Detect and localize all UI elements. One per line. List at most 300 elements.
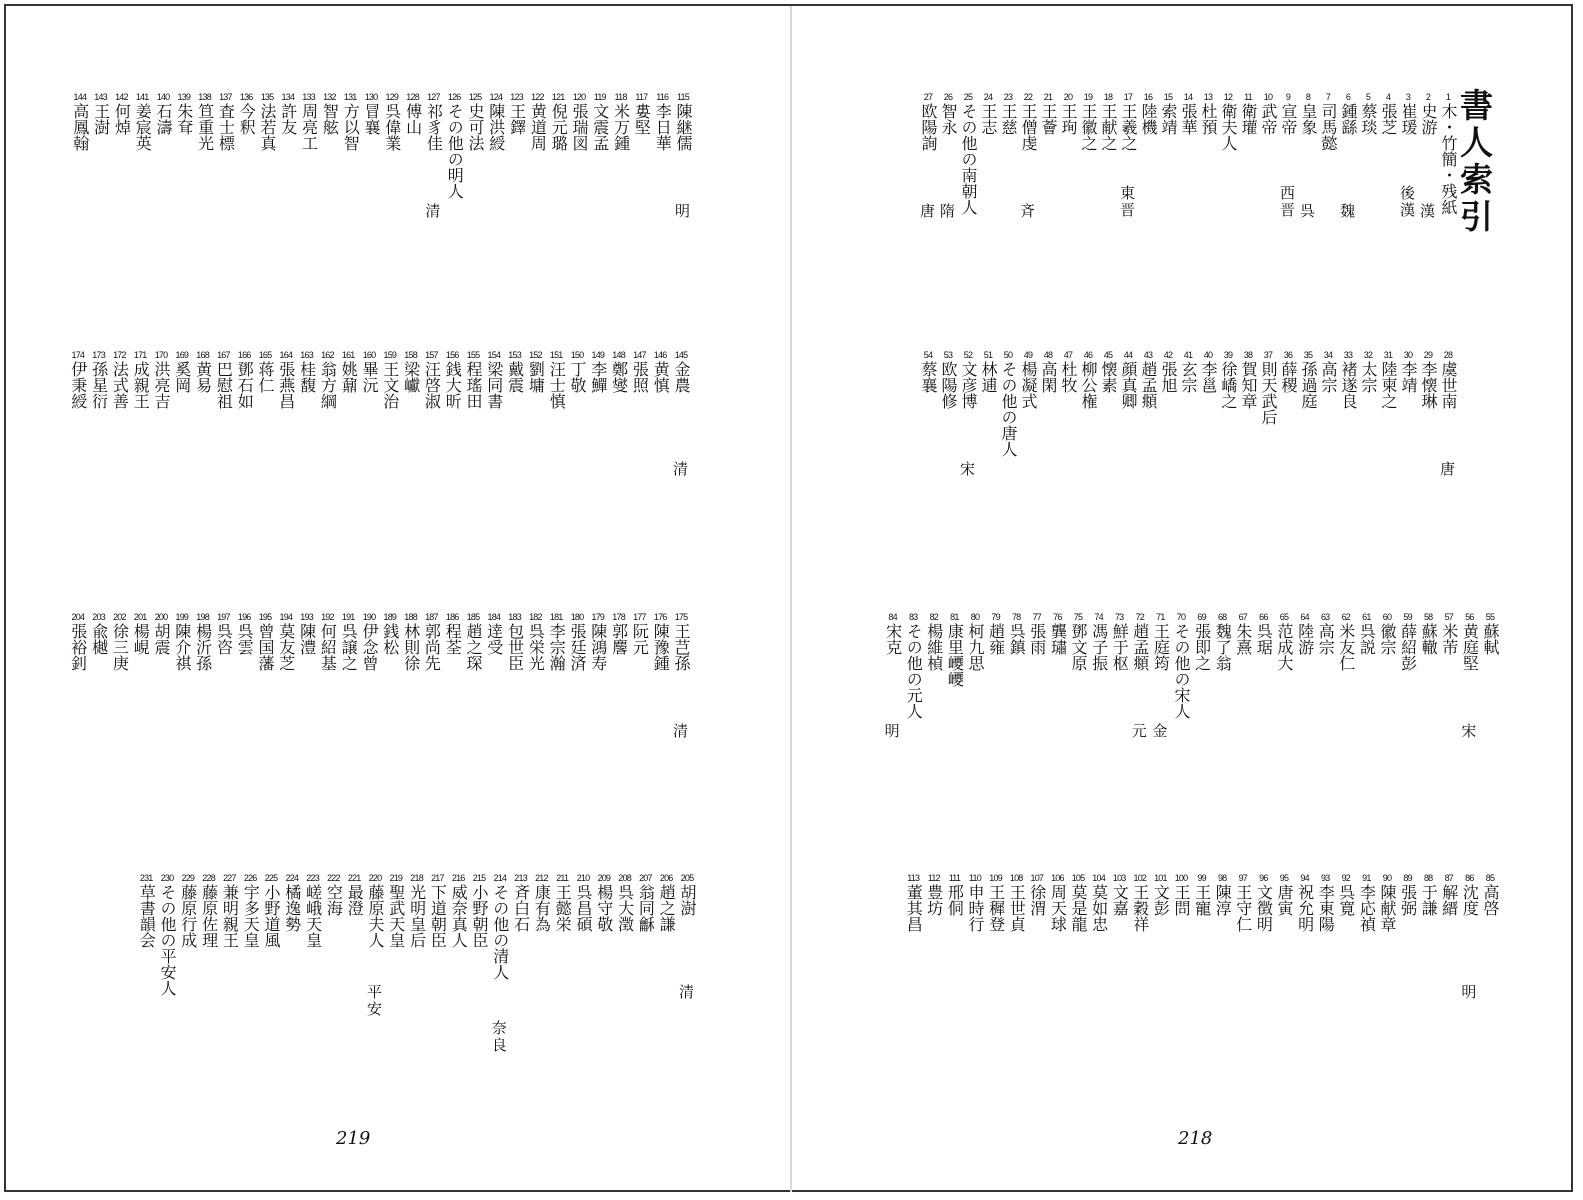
era-label: 唐 — [1438, 461, 1456, 478]
index-entry — [939, 92, 957, 135]
entry-number: 140 — [156, 92, 170, 102]
entry-number: 94 — [1300, 873, 1309, 883]
entry-name: 李東陽 — [1316, 884, 1336, 932]
entry-number: 183 — [508, 612, 521, 622]
entry-name: 蒋仁 — [256, 361, 275, 393]
index-entry — [152, 612, 170, 655]
entry-name: 豊坊 — [924, 884, 944, 916]
entry-name: 鄧文原 — [1069, 623, 1088, 671]
index-entry — [1316, 612, 1334, 655]
entry-name: 王徽之 — [1079, 103, 1098, 151]
entry-name: 楊維楨 — [924, 623, 944, 671]
entry-name: 莫是龍 — [1069, 884, 1088, 932]
index-entry — [1099, 92, 1117, 151]
entry-name: 倪元璐 — [549, 103, 569, 151]
entry-number: 115 — [677, 92, 689, 102]
index-entry — [133, 92, 151, 151]
entry-name: 張廷済 — [568, 623, 587, 671]
entry-number: 27 — [923, 92, 933, 102]
entry-number: 161 — [341, 350, 355, 360]
entry-number: 26 — [943, 92, 953, 102]
index-entry — [175, 92, 193, 135]
entry-number: 143 — [94, 92, 107, 102]
entry-name: 孫星衍 — [89, 361, 109, 409]
entry-name: 陳介祺 — [172, 623, 192, 671]
entry-name: 草書韻会 — [137, 884, 157, 948]
era-label: 西晋 — [1278, 185, 1296, 219]
entry-number: 109 — [989, 873, 1002, 883]
entry-number: 64 — [1300, 612, 1309, 622]
entry-name: 呉説 — [1357, 623, 1377, 655]
entry-name: 邢侗 — [945, 884, 965, 916]
entry-name: 翁同龢 — [636, 884, 656, 932]
entry-name: 智永 — [939, 103, 958, 135]
entry-number: 130 — [364, 92, 378, 102]
index-entry — [1339, 350, 1357, 409]
index-entry — [1359, 350, 1377, 393]
entry-number: 20 — [1063, 92, 1073, 102]
entry-number: 84 — [888, 612, 897, 622]
entry-name: 林逋 — [979, 361, 998, 393]
index-entry — [1357, 873, 1375, 932]
index-entry — [884, 612, 902, 655]
entry-name: 楊凝式 — [1019, 361, 1038, 409]
entry-name: 文震孟 — [590, 103, 610, 151]
index-entry — [1090, 612, 1108, 671]
index-entry — [1234, 612, 1252, 655]
index-entry — [547, 612, 565, 671]
entry-name: 宇多天皇 — [241, 884, 261, 948]
entry-name: 呉栄光 — [526, 623, 546, 671]
entry-name: 李懐琳 — [1419, 361, 1438, 409]
entry-number: 137 — [219, 92, 232, 102]
entry-number: 18 — [1103, 92, 1113, 102]
index-entry — [318, 612, 336, 671]
entry-name: 史游 — [1419, 103, 1438, 135]
index-entry — [256, 350, 274, 393]
entry-name: 太宗 — [1359, 361, 1378, 393]
entry-number: 119 — [593, 92, 606, 102]
entry-number: 97 — [1238, 873, 1247, 883]
entry-number: 162 — [321, 350, 334, 360]
entry-name: その他の南朝人 — [959, 103, 978, 215]
index-entry — [241, 873, 259, 948]
entry-number: 171 — [133, 350, 147, 360]
index-entry — [154, 92, 172, 135]
index-entry — [1059, 350, 1077, 393]
entry-number: 210 — [576, 873, 590, 883]
entry-number: 81 — [950, 612, 959, 622]
entry-number: 145 — [674, 350, 688, 360]
index-entry — [235, 350, 253, 409]
index-entry — [381, 612, 399, 655]
index-entry — [1378, 873, 1396, 932]
entry-number: 89 — [1403, 873, 1412, 883]
entry-number: 47 — [1063, 350, 1073, 360]
entry-number: 90 — [1382, 873, 1392, 883]
entry-name: 空海 — [324, 884, 344, 916]
entry-number: 222 — [327, 873, 340, 883]
index-entry — [341, 92, 359, 151]
index-entry — [196, 92, 214, 151]
index-entry — [589, 612, 607, 671]
entry-number: 213 — [514, 873, 527, 883]
entry-number: 42 — [1163, 350, 1173, 360]
entry-number: 131 — [343, 92, 357, 102]
entry-name: 陳豫鍾 — [651, 623, 671, 671]
entry-name: 王澍 — [91, 103, 111, 135]
index-entry — [1357, 612, 1375, 655]
entry-name: 劉墉 — [526, 361, 546, 393]
index-entry — [1193, 612, 1211, 671]
entry-name: その他の宋人 — [1172, 623, 1191, 719]
index-entry — [526, 612, 544, 671]
index-entry — [69, 350, 87, 409]
index-entry — [298, 350, 316, 393]
index-entry — [1379, 350, 1397, 409]
entry-name: 徽宗 — [1378, 623, 1397, 655]
index-entry — [445, 92, 463, 199]
entry-name: 文彦博 — [959, 361, 978, 409]
entry-number: 118 — [614, 92, 627, 102]
index-entry — [632, 92, 650, 135]
entry-number: 177 — [633, 612, 646, 622]
entry-name: 奚岡 — [172, 361, 192, 393]
entry-number: 93 — [1320, 873, 1330, 883]
entry-number: 95 — [1279, 873, 1289, 883]
entry-number: 67 — [1238, 612, 1247, 622]
era-label: 呉 — [1298, 203, 1316, 220]
index-entry — [485, 612, 503, 655]
entry-name: 高閑 — [1039, 361, 1058, 393]
era-label: 明 — [1459, 984, 1478, 1001]
index-entry — [491, 873, 509, 980]
index-entry — [214, 350, 232, 409]
index-entry — [1213, 612, 1231, 671]
index-entry — [987, 612, 1005, 655]
entry-name: 何焯 — [112, 103, 132, 135]
entry-number: 200 — [154, 612, 168, 622]
entry-number: 104 — [1092, 873, 1105, 883]
entry-number: 142 — [115, 92, 128, 102]
entry-name: 郭麐 — [609, 623, 629, 655]
index-entry — [1319, 350, 1337, 393]
entry-number: 88 — [1423, 873, 1433, 883]
index-entry — [1259, 92, 1277, 135]
index-entry — [258, 92, 276, 151]
index-entry — [589, 350, 607, 393]
entry-number: 138 — [198, 92, 211, 102]
index-entry — [939, 350, 957, 409]
index-entry — [428, 873, 446, 948]
era-label: 金 — [1150, 723, 1169, 740]
index-entry — [1099, 350, 1117, 393]
index-entry — [1199, 350, 1217, 393]
entry-number: 160 — [362, 350, 376, 360]
index-entry — [1279, 92, 1297, 135]
entry-number: 24 — [983, 92, 993, 102]
index-entry — [158, 873, 176, 996]
index-entry — [387, 873, 405, 948]
entry-name: 兪樾 — [89, 623, 109, 655]
index-entry — [591, 92, 609, 151]
entry-name: 虞世南 — [1439, 361, 1458, 409]
entry-number: 180 — [570, 612, 584, 622]
entry-number: 127 — [427, 92, 440, 102]
index-entry — [1275, 612, 1293, 671]
entry-number: 32 — [1363, 350, 1373, 360]
entry-number: 179 — [591, 612, 605, 622]
entry-name: 黄易 — [193, 361, 213, 393]
entry-number: 19 — [1083, 92, 1093, 102]
entry-name: 莫友芝 — [276, 623, 296, 671]
entry-number: 16 — [1143, 92, 1153, 102]
entry-name: 米芾 — [1439, 623, 1459, 655]
entry-name: 法式善 — [110, 361, 130, 409]
entry-name: 康有為 — [532, 884, 552, 932]
entry-number: 227 — [223, 873, 236, 883]
entry-number: 231 — [139, 873, 153, 883]
entry-name: 藤原佐理 — [199, 884, 219, 948]
index-entry — [1239, 92, 1257, 135]
index-entry — [214, 612, 232, 655]
index-entry — [173, 350, 191, 393]
entry-number: 77 — [1032, 612, 1041, 622]
index-entry — [1378, 612, 1396, 655]
entry-number: 129 — [385, 92, 399, 102]
page-218 — [792, 0, 1583, 1200]
index-entry — [137, 873, 155, 948]
entry-number: 10 — [1263, 92, 1273, 102]
index-entry — [1440, 873, 1458, 916]
index-entry — [464, 350, 482, 409]
index-entry — [1139, 92, 1157, 135]
entry-number: 41 — [1183, 350, 1193, 360]
entry-number: 99 — [1197, 873, 1206, 883]
entry-name: 朱熹 — [1233, 623, 1253, 655]
index-entry — [443, 612, 461, 655]
index-entry — [959, 92, 977, 215]
index-entry — [339, 350, 357, 393]
entry-name: 高宗 — [1319, 361, 1338, 393]
entry-name: 橘逸勢 — [282, 884, 302, 932]
entry-number: 12 — [1223, 92, 1233, 102]
index-entry — [443, 350, 461, 409]
index-entry — [173, 612, 191, 671]
entry-name: 銭松 — [380, 623, 400, 655]
entry-number: 221 — [347, 873, 361, 883]
entry-name: 張芝 — [1379, 103, 1398, 135]
entry-name: 衛瓘 — [1239, 103, 1258, 135]
entry-number: 35 — [1303, 350, 1313, 360]
index-entry — [1199, 92, 1217, 135]
entry-number: 202 — [113, 612, 126, 622]
entry-name: 蘇軾 — [1481, 623, 1500, 655]
entry-name: 汪啓淑 — [422, 361, 442, 409]
entry-number: 36 — [1283, 350, 1293, 360]
entry-name: 王世貞 — [1007, 884, 1027, 932]
entry-name: 呉偉業 — [382, 103, 402, 151]
index-entry — [404, 92, 422, 135]
entry-number: 190 — [362, 612, 376, 622]
entry-name: 鍾繇 — [1339, 103, 1358, 135]
entry-name: 王羲之 — [1119, 103, 1138, 151]
entry-name: 褚遂良 — [1339, 361, 1358, 409]
entry-name: 査士標 — [216, 103, 236, 151]
entry-number: 194 — [279, 612, 293, 622]
index-entry — [1028, 873, 1046, 916]
entry-name: 王問 — [1172, 884, 1191, 916]
index-entry — [1399, 873, 1417, 916]
index-entry — [1399, 92, 1417, 135]
entry-number: 123 — [510, 92, 523, 102]
index-entry — [422, 350, 440, 409]
entry-number: 80 — [970, 612, 980, 622]
entry-name: 智舷 — [320, 103, 340, 135]
index-entry — [1039, 92, 1057, 135]
entry-name: 張照 — [630, 361, 650, 393]
era-label: 斉 — [1018, 203, 1036, 220]
entry-name: 索靖 — [1159, 103, 1178, 135]
entry-name: 小野道風 — [262, 884, 281, 948]
entry-number: 157 — [425, 350, 438, 360]
era-label: 宋 — [958, 461, 976, 478]
entry-name: 史可法 — [466, 103, 485, 151]
index-entry — [362, 92, 380, 135]
index-entry — [616, 873, 634, 932]
index-entry — [553, 873, 571, 932]
entry-name: 笪重光 — [195, 103, 215, 151]
entry-number: 158 — [404, 350, 417, 360]
era-label: 平安 — [365, 984, 383, 1018]
index-entry — [1110, 612, 1128, 671]
entry-number: 56 — [1465, 612, 1474, 622]
index-entry — [1440, 612, 1458, 655]
entry-number: 165 — [258, 350, 272, 360]
entry-number: 208 — [618, 873, 631, 883]
era-label: 明 — [882, 723, 901, 740]
entry-number: 176 — [653, 612, 667, 622]
index-entry — [1028, 612, 1046, 655]
index-entry — [526, 350, 544, 393]
index-entry — [610, 612, 628, 655]
index-entry — [422, 612, 440, 671]
page-title: 書人索引 — [1455, 88, 1494, 236]
entry-name: 呉琚 — [1254, 623, 1274, 655]
entry-number: 92 — [1341, 873, 1350, 883]
index-entry — [1460, 873, 1478, 916]
entry-name: 文彭 — [1151, 884, 1171, 916]
index-entry — [1419, 92, 1437, 135]
entry-name: 杜預 — [1199, 103, 1218, 135]
index-entry — [1039, 350, 1057, 393]
entry-number: 44 — [1123, 350, 1133, 360]
index-entry — [1234, 873, 1252, 932]
entry-number: 5 — [1365, 92, 1371, 102]
index-entry — [1151, 612, 1169, 671]
index-entry — [657, 873, 675, 932]
index-entry — [1193, 873, 1211, 916]
index-entry — [1131, 873, 1149, 932]
entry-number: 52 — [963, 350, 973, 360]
entry-number: 212 — [535, 873, 548, 883]
entry-number: 230 — [160, 873, 174, 883]
index-entry — [925, 612, 943, 671]
entry-name: 趙之謙 — [657, 884, 677, 932]
index-entry — [595, 873, 613, 932]
index-entry — [339, 612, 357, 671]
entry-number: 87 — [1444, 873, 1453, 883]
index-entry — [90, 350, 108, 409]
entry-name: 陸游 — [1295, 623, 1315, 655]
entry-name: 林則徐 — [401, 623, 421, 671]
era-label: 清 — [423, 203, 442, 220]
index-entry — [672, 612, 690, 671]
entry-name: その他の平安人 — [158, 884, 177, 996]
entry-number: 164 — [279, 350, 293, 360]
entry-name: 陸機 — [1139, 103, 1158, 135]
index-entry — [1275, 873, 1293, 916]
entry-name: 王穀祥 — [1130, 884, 1150, 932]
entry-number: 4 — [1385, 92, 1391, 102]
entry-name: 王献之 — [1099, 103, 1118, 151]
entry-number: 178 — [612, 612, 625, 622]
entry-name: 解縉 — [1439, 884, 1459, 916]
entry-number: 13 — [1203, 92, 1213, 102]
index-entry — [237, 92, 255, 135]
index-entry — [1079, 92, 1097, 151]
entry-number: 30 — [1403, 350, 1413, 360]
entry-name: 威奈真人 — [449, 884, 469, 948]
entry-number: 209 — [597, 873, 611, 883]
entry-number: 152 — [529, 350, 542, 360]
entry-name: 鄭燮 — [609, 361, 629, 393]
index-entry — [570, 92, 588, 151]
entry-number: 188 — [404, 612, 417, 622]
entry-name: その他の元人 — [904, 623, 924, 719]
entry-number: 40 — [1203, 350, 1213, 360]
entry-name: 許友 — [278, 103, 298, 135]
entry-name: 婁堅 — [632, 103, 652, 135]
entry-name: 張華 — [1179, 103, 1198, 135]
entry-name: 何紹基 — [318, 623, 338, 671]
entry-name: 欧陽修 — [939, 361, 958, 409]
index-entry — [919, 350, 937, 393]
entry-name: 張旭 — [1159, 361, 1178, 393]
era-label: 元 — [1129, 723, 1148, 740]
entry-number: 121 — [551, 92, 565, 102]
index-entry — [512, 873, 530, 932]
entry-name: 莫如忠 — [1089, 884, 1109, 932]
entry-number: 185 — [466, 612, 480, 622]
index-entry — [630, 612, 648, 655]
index-entry — [966, 873, 984, 932]
index-entry — [1131, 612, 1149, 671]
index-entry — [1119, 350, 1137, 409]
entry-name: 洪亮吉 — [152, 361, 171, 409]
entry-number: 96 — [1259, 873, 1268, 883]
entry-number: 72 — [1135, 612, 1144, 622]
entry-name: 聖武天皇 — [386, 884, 406, 948]
entry-name: 曾国藩 — [256, 623, 275, 671]
index-entry — [612, 92, 630, 151]
entry-number: 220 — [368, 873, 382, 883]
entry-number: 15 — [1163, 92, 1173, 102]
index-entry — [110, 612, 128, 671]
entry-name: 蘇轍 — [1419, 623, 1439, 655]
index-entry — [464, 612, 482, 671]
entry-number: 108 — [1009, 873, 1023, 883]
